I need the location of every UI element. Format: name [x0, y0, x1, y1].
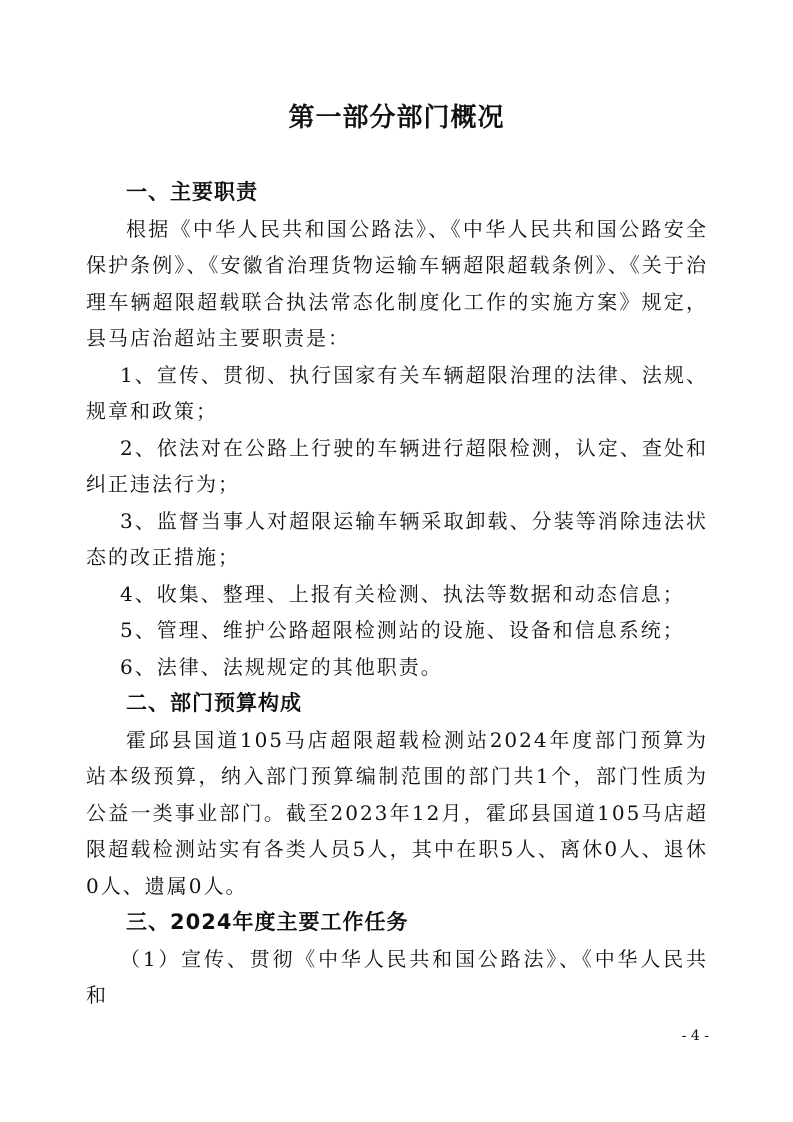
duty-item: 1、宣传、贯彻、执行国家有关车辆超限治理的法律、法规、规章和政策；	[86, 362, 708, 423]
document-body	[86, 174, 708, 1014]
page-number: - 4 -	[681, 1028, 709, 1044]
page-title: 第一部分部门概况	[288, 103, 505, 133]
duty-item: 2、依法对在公路上行驶的车辆进行超限检测，认定、查处和纠正违法行为；	[86, 435, 708, 496]
section-heading-budget-composition: 二、部门预算构成	[126, 691, 302, 715]
section-heading-main-duties: 一、主要职责	[126, 180, 258, 204]
section-heading-work-tasks: 三、2024年度主要工作任务	[126, 910, 409, 934]
main-duties-intro: 根据《中华人民共和国公路法》、《中华人民共和国公路安全保护条例》、《安徽省治理货物运输车辆超限超载条例》、《关于治理车辆超限超载联合执法常态化制度化工作的实施方案》规定，县马店治超站主要职责是：	[86, 216, 708, 350]
budget-composition-text: 霍邱县国道105马店超限超载检测站2024年度部门预算为站本级预算，纳入部门预算编制范围的部门共1个，部门性质为公益一类事业部门。截至2023年12月，霍邱县国道105马店超限超载检测站实有各类人员5人，其中在职5人、离休0人、退休0人、遗属0人。	[86, 727, 708, 898]
duty-item: 6、法律、法规规定的其他职责。	[120, 654, 443, 679]
duty-item: 3、监督当事人对超限运输车辆采取卸载、分装等消除违法状态的改正措施；	[86, 508, 708, 569]
duty-item: 4、收集、整理、上报有关检测、执法等数据和动态信息；	[120, 581, 685, 606]
work-task-item: （1）宣传、贯彻《中华人民共和国公路法》、《中华人民共和	[86, 946, 708, 1007]
duty-item: 5、管理、维护公路超限检测站的设施、设备和信息系统；	[120, 618, 685, 642]
